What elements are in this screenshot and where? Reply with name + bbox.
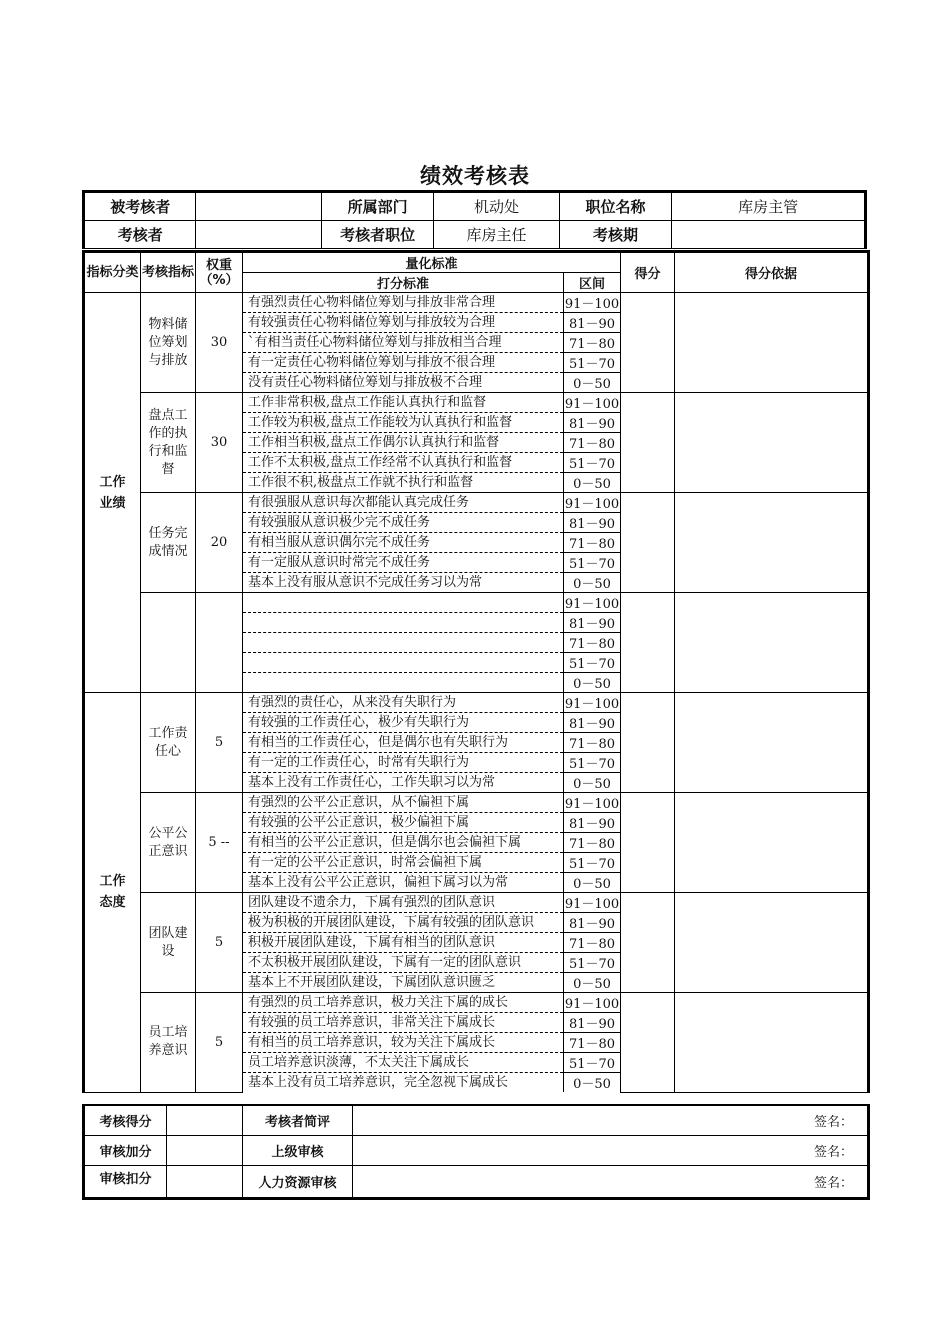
deduct-label: 审核扣分 bbox=[84, 1166, 167, 1199]
bonus-field[interactable] bbox=[167, 1136, 243, 1166]
period-field[interactable] bbox=[672, 221, 866, 249]
score-range: 81－90 bbox=[564, 1013, 621, 1033]
footer-table bbox=[82, 1104, 870, 1200]
score-field[interactable] bbox=[621, 693, 675, 793]
scoring-standard: 有相当的员工培养意识，较为关注下属成长 bbox=[243, 1033, 564, 1053]
score-field[interactable] bbox=[621, 893, 675, 993]
score-range: 81－90 bbox=[564, 513, 621, 533]
basis-field[interactable] bbox=[675, 593, 869, 693]
col-basis: 得分依据 bbox=[675, 252, 869, 293]
table-row bbox=[84, 393, 869, 413]
scoring-standard bbox=[243, 673, 564, 693]
score-range: 91－100 bbox=[564, 393, 621, 413]
scoring-standard: 基本上没有员工培养意识，完全忽视下属成长 bbox=[243, 1073, 564, 1093]
weight-cell: 20 bbox=[196, 493, 243, 593]
hr-label: 人力资源审核 bbox=[243, 1166, 353, 1199]
scoring-standard: 基本上没有公平公正意识，偏袒下属习以为常 bbox=[243, 873, 564, 893]
scoring-standard: 工作不太积极,盘点工作经常不认真执行和监督 bbox=[243, 453, 564, 473]
scoring-standard: 有较强服从意识极少完不成任务 bbox=[243, 513, 564, 533]
score-range: 81－90 bbox=[564, 613, 621, 633]
indicator-cell bbox=[141, 393, 196, 493]
score-field[interactable] bbox=[621, 393, 675, 493]
score-range: 91－100 bbox=[564, 793, 621, 813]
col-scoring: 打分标准 bbox=[243, 273, 564, 293]
score-range: 0－50 bbox=[564, 573, 621, 593]
indicator-name: 任务完成情况 bbox=[148, 525, 188, 559]
scoring-standard bbox=[243, 613, 564, 633]
weight-cell: 30 bbox=[196, 293, 243, 393]
indicator-cell bbox=[141, 693, 196, 793]
scoring-standard: 有一定责任心物料储位筹划与排放不很合理 bbox=[243, 353, 564, 373]
examiner-field[interactable] bbox=[196, 221, 321, 249]
deduct-field[interactable] bbox=[167, 1166, 243, 1199]
score-field[interactable] bbox=[621, 993, 675, 1093]
score-range: 51－70 bbox=[564, 653, 621, 673]
indicator-cell bbox=[141, 993, 196, 1093]
score-range: 51－70 bbox=[564, 1053, 621, 1073]
score-range: 0－50 bbox=[564, 673, 621, 693]
scoring-standard: 有很强服从意识每次都能认真完成任务 bbox=[243, 493, 564, 513]
score-range: 0－50 bbox=[564, 773, 621, 793]
scoring-standard: 有相当服从意识偶尔完不成任务 bbox=[243, 533, 564, 553]
score-range: 0－50 bbox=[564, 1073, 621, 1093]
weight-cell bbox=[196, 593, 243, 693]
col-range: 区间 bbox=[564, 273, 621, 293]
scoring-standard: 有一定的工作责任心，时常有失职行为 bbox=[243, 753, 564, 773]
assessment-table bbox=[82, 250, 870, 1093]
weight-cell: 30 bbox=[196, 393, 243, 493]
score-range: 91－100 bbox=[564, 693, 621, 713]
basis-field[interactable] bbox=[675, 793, 869, 893]
score-range: 81－90 bbox=[564, 913, 621, 933]
indicator-cell bbox=[141, 893, 196, 993]
scoring-standard bbox=[243, 593, 564, 613]
superior-sign[interactable]: 签名： bbox=[353, 1136, 869, 1166]
basis-field[interactable] bbox=[675, 493, 869, 593]
weight-cell: 5 -- bbox=[196, 793, 243, 893]
scoring-standard: 有一定的公平公正意识，时常会偏袒下属 bbox=[243, 853, 564, 873]
scoring-standard: 有较强的员工培养意识，非常关注下属成长 bbox=[243, 1013, 564, 1033]
basis-field[interactable] bbox=[675, 993, 869, 1093]
category-cell bbox=[84, 293, 141, 693]
department-label: 所属部门 bbox=[321, 192, 433, 221]
score-range: 71－80 bbox=[564, 433, 621, 453]
scoring-standard: 有较强的公平公正意识，极少偏袒下属 bbox=[243, 813, 564, 833]
weight-cell: 5 bbox=[196, 693, 243, 793]
scoring-standard: 有一定服从意识时常完不成任务 bbox=[243, 553, 564, 573]
score-label: 考核得分 bbox=[84, 1105, 167, 1136]
basis-field[interactable] bbox=[675, 393, 869, 493]
scoring-standard: 有相当的公平公正意识，但是偶尔也会偏袒下属 bbox=[243, 833, 564, 853]
scoring-standard: 工作很不积,极盘点工作就不执行和监督 bbox=[243, 473, 564, 493]
score-range: 71－80 bbox=[564, 533, 621, 553]
score-range: 51－70 bbox=[564, 353, 621, 373]
basis-field[interactable] bbox=[675, 293, 869, 393]
indicator-name: 工作责任心 bbox=[148, 725, 188, 759]
col-quant: 量化标准 bbox=[243, 252, 621, 273]
indicator-cell bbox=[141, 293, 196, 393]
examiner-position-label: 考核者职位 bbox=[321, 221, 433, 249]
col-indicator: 考核指标 bbox=[141, 252, 196, 293]
examiner-label: 考核者 bbox=[84, 221, 196, 249]
score-range: 91－100 bbox=[564, 493, 621, 513]
score-range: 0－50 bbox=[564, 873, 621, 893]
scoring-standard: 工作相当积极,盘点工作偶尔认真执行和监督 bbox=[243, 433, 564, 453]
scoring-standard: 基本上没有工作责任心，工作失职习以为常 bbox=[243, 773, 564, 793]
scoring-standard: 有较强的工作责任心，极少有失职行为 bbox=[243, 713, 564, 733]
score-range: 91－100 bbox=[564, 593, 621, 613]
score-range: 51－70 bbox=[564, 853, 621, 873]
table-row bbox=[84, 593, 869, 613]
scoring-standard: 员工培养意识淡薄，不太关注下属成长 bbox=[243, 1053, 564, 1073]
score-field[interactable] bbox=[167, 1105, 243, 1136]
scoring-standard: 有强烈的公平公正意识，从不偏袒下属 bbox=[243, 793, 564, 813]
col-score: 得分 bbox=[621, 252, 675, 293]
scoring-standard: 没有责任心物料储位筹划与排放极不合理 bbox=[243, 373, 564, 393]
position-label: 职位名称 bbox=[559, 192, 671, 221]
header-table bbox=[82, 190, 867, 249]
scoring-standard: 有强烈责任心物料储位筹划与排放非常合理 bbox=[243, 293, 564, 313]
score-range: 71－80 bbox=[564, 333, 621, 353]
indicator-cell bbox=[141, 793, 196, 893]
score-range: 71－80 bbox=[564, 933, 621, 953]
basis-field[interactable] bbox=[675, 693, 869, 793]
indicator-name: 盘点工作的执行和监督 bbox=[148, 407, 188, 477]
indicator-name: 物料储位筹划与排放 bbox=[148, 316, 188, 368]
scoring-standard: 团队建设不遗余力，下属有强烈的团队意识 bbox=[243, 893, 564, 913]
score-range: 91－100 bbox=[564, 293, 621, 313]
scoring-standard bbox=[243, 633, 564, 653]
score-range: 91－100 bbox=[564, 993, 621, 1013]
indicator-cell bbox=[141, 493, 196, 593]
score-range: 51－70 bbox=[564, 553, 621, 573]
scoring-standard: `有相当责任心物料储位筹划与排放相当合理 bbox=[243, 333, 564, 353]
bonus-label: 审核加分 bbox=[84, 1136, 167, 1166]
indicator-name: 公平公正意识 bbox=[148, 825, 188, 859]
score-range: 51－70 bbox=[564, 753, 621, 773]
scoring-standard: 积极开展团队建设，下属有相当的团队意识 bbox=[243, 933, 564, 953]
page-title: 绩效考核表 bbox=[420, 163, 530, 188]
position-field[interactable]: 库房主管 bbox=[672, 192, 866, 221]
table-row bbox=[84, 793, 869, 813]
scoring-standard: 有强烈的责任心，从来没有失职行为 bbox=[243, 693, 564, 713]
indicator-name: 团队建设 bbox=[148, 925, 188, 959]
score-range: 0－50 bbox=[564, 473, 621, 493]
indicator-cell bbox=[141, 593, 196, 693]
scoring-standard: 有强烈的员工培养意识，极力关注下属的成长 bbox=[243, 993, 564, 1013]
score-range: 71－80 bbox=[564, 633, 621, 653]
examinee-label: 被考核者 bbox=[84, 192, 196, 221]
score-field[interactable] bbox=[621, 793, 675, 893]
score-range: 81－90 bbox=[564, 713, 621, 733]
scoring-standard: 基本上不开展团队建设，下属团队意识匮乏 bbox=[243, 973, 564, 993]
category-label: 工作态度 bbox=[99, 874, 126, 911]
weight-cell: 5 bbox=[196, 893, 243, 993]
score-range: 51－70 bbox=[564, 953, 621, 973]
score-range: 91－100 bbox=[564, 893, 621, 913]
score-range: 81－90 bbox=[564, 413, 621, 433]
scoring-standard: 工作非常积极,盘点工作能认真执行和监督 bbox=[243, 393, 564, 413]
category-cell bbox=[84, 693, 141, 1093]
score-range: 0－50 bbox=[564, 373, 621, 393]
scoring-standard: 基本上没有服从意识不完成任务习以为常 bbox=[243, 573, 564, 593]
scoring-standard: 有较强责任心物料储位筹划与排放较为合理 bbox=[243, 313, 564, 333]
score-field[interactable] bbox=[621, 293, 675, 393]
indicator-name: 员工培养意识 bbox=[148, 1025, 188, 1059]
basis-field[interactable] bbox=[675, 893, 869, 993]
examinee-field[interactable] bbox=[196, 192, 321, 221]
weight-cell: 5 bbox=[196, 993, 243, 1093]
scoring-standard: 不太积极开展团队建设，下属有一定的团队意识 bbox=[243, 953, 564, 973]
superior-label: 上级审核 bbox=[243, 1136, 353, 1166]
col-category: 指标分类 bbox=[84, 252, 141, 293]
comment-label: 考核者简评 bbox=[243, 1105, 353, 1136]
score-range: 81－90 bbox=[564, 813, 621, 833]
table-row bbox=[84, 693, 869, 713]
score-range: 81－90 bbox=[564, 313, 621, 333]
scoring-standard: 极为积极的开展团队建设，下属有较强的团队意识 bbox=[243, 913, 564, 933]
score-range: 71－80 bbox=[564, 833, 621, 853]
comment-sign[interactable]: 签名： bbox=[353, 1105, 869, 1136]
score-range: 71－80 bbox=[564, 733, 621, 753]
score-field[interactable] bbox=[621, 593, 675, 693]
scoring-standard: 有相当的工作责任心，但是偶尔也有失职行为 bbox=[243, 733, 564, 753]
score-range: 51－70 bbox=[564, 453, 621, 473]
examiner-position-field[interactable]: 库房主任 bbox=[434, 221, 559, 249]
score-field[interactable] bbox=[621, 493, 675, 593]
table-row bbox=[84, 993, 869, 1013]
category-label: 工作业绩 bbox=[99, 474, 126, 511]
table-row bbox=[84, 493, 869, 513]
score-range: 71－80 bbox=[564, 1033, 621, 1053]
scoring-standard bbox=[243, 653, 564, 673]
table-row bbox=[84, 893, 869, 913]
period-label: 考核期 bbox=[559, 221, 671, 249]
hr-sign[interactable]: 签名： bbox=[353, 1166, 869, 1199]
table-row bbox=[84, 293, 869, 313]
score-range: 0－50 bbox=[564, 973, 621, 993]
scoring-standard: 工作较为积极,盘点工作能较为认真执行和监督 bbox=[243, 413, 564, 433]
department-field[interactable]: 机动处 bbox=[434, 192, 559, 221]
col-weight: 权重（%） bbox=[196, 252, 243, 293]
